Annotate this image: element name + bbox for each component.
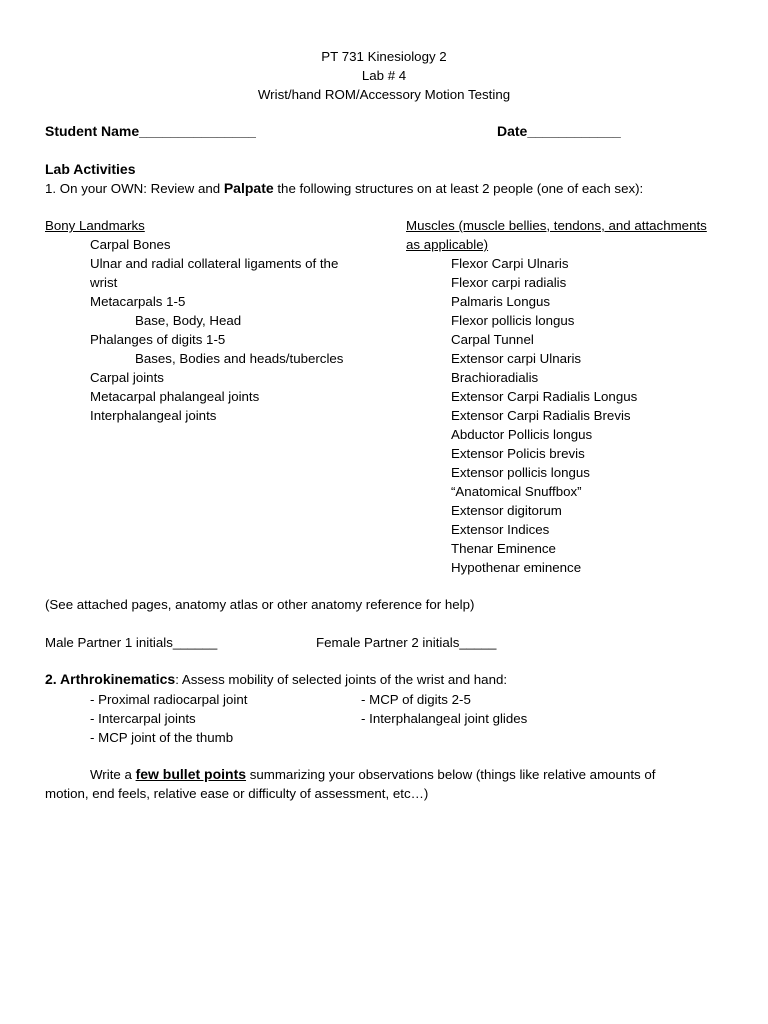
bony-landmarks-list	[45, 216, 385, 425]
lab-activities-intro	[45, 179, 643, 198]
bony-landmark-item: Interphalangeal joints	[90, 408, 217, 423]
muscle-item: Extensor pollicis longus	[451, 465, 590, 480]
bony-landmark-item: Bases, Bodies and heads/tubercles	[135, 351, 344, 366]
intro-prefix: 1. On your OWN: Review and	[45, 181, 224, 196]
bony-landmark-item: Ulnar and radial collateral ligaments of the	[90, 256, 339, 271]
instruction-line2: motion, end feels, relative ease or difficulty of assessment, etc…)	[45, 786, 429, 801]
instruction-line1	[90, 765, 655, 784]
bony-landmark-item: Phalanges of digits 1-5	[90, 332, 226, 347]
muscle-item: Hypothenar eminence	[451, 560, 582, 575]
lab-activities-heading: Lab Activities	[45, 161, 136, 177]
lab-topic: Wrist/hand ROM/Accessory Motion Testing	[257, 87, 511, 102]
bony-landmark-item: wrist	[90, 275, 118, 290]
bony-landmark-item: Base, Body, Head	[135, 313, 242, 328]
arthro-right-list	[361, 690, 661, 728]
joint-item: - MCP of digits 2-5	[361, 692, 471, 707]
muscle-item: Carpal Tunnel	[451, 332, 534, 347]
muscle-item: Flexor Carpi Ulnaris	[451, 256, 569, 271]
bony-landmark-item: Carpal Bones	[90, 237, 171, 252]
student-name-blank[interactable]: _______________	[139, 123, 256, 139]
joint-item: - MCP joint of the thumb	[90, 730, 234, 745]
instruction-emphasis: few bullet points	[135, 766, 247, 782]
bony-landmark-item: Metacarpal phalangeal joints	[90, 389, 260, 404]
bony-landmark-item: Carpal joints	[90, 370, 164, 385]
student-name-line	[45, 122, 256, 141]
joint-item: - Interphalangeal joint glides	[361, 711, 528, 726]
arthro-left-list	[90, 690, 350, 747]
muscle-item: Extensor Carpi Radialis Longus	[451, 389, 638, 404]
lab-number: Lab # 4	[361, 68, 407, 83]
female-partner-initials[interactable]: Female Partner 2 initials_____	[316, 635, 497, 650]
intro-suffix: the following structures on at least 2 people (one of each sex):	[273, 181, 644, 196]
instruction-suffix: summarizing your observations below (things like relative amounts of	[246, 767, 656, 782]
muscles-list	[406, 216, 736, 577]
muscle-item: Extensor Policis brevis	[451, 446, 585, 461]
reference-note: (See attached pages, anatomy atlas or other anatomy reference for help)	[45, 597, 475, 612]
muscle-item: “Anatomical Snuffbox”	[451, 484, 582, 499]
muscle-item: Extensor carpi Ulnaris	[451, 351, 582, 366]
muscle-item: Palmaris Longus	[451, 294, 551, 309]
arthrokinematics-intro: : Assess mobility of selected joints of the wrist and hand:	[175, 672, 508, 687]
muscle-item: Abductor Pollicis longus	[451, 427, 593, 442]
arthrokinematics-line	[45, 670, 507, 689]
date-line	[497, 122, 621, 141]
muscles-heading-line1: Muscles (muscle bellies, tendons, and attachments	[406, 218, 707, 233]
muscle-item: Extensor Carpi Radialis Brevis	[451, 408, 631, 423]
muscle-item: Flexor pollicis longus	[451, 313, 575, 328]
male-partner-initials[interactable]: Male Partner 1 initials______	[45, 635, 218, 650]
muscle-item: Brachioradialis	[451, 370, 539, 385]
muscle-item: Flexor carpi radialis	[451, 275, 567, 290]
bony-landmark-item: Metacarpals 1-5	[90, 294, 186, 309]
date-label: Date	[497, 123, 528, 139]
muscles-heading-line2: as applicable)	[406, 237, 489, 252]
bony-landmarks-heading: Bony Landmarks	[45, 218, 145, 233]
arthrokinematics-heading: 2. Arthrokinematics	[45, 671, 176, 687]
instruction-prefix: Write a	[90, 767, 136, 782]
course-title: PT 731 Kinesiology 2	[321, 49, 447, 64]
muscle-item: Thenar Eminence	[451, 541, 556, 556]
muscle-item: Extensor digitorum	[451, 503, 562, 518]
student-name-label: Student Name	[45, 123, 140, 139]
joint-item: - Proximal radiocarpal joint	[90, 692, 248, 707]
muscle-item: Extensor Indices	[451, 522, 550, 537]
document-header	[0, 47, 768, 104]
date-blank[interactable]: ____________	[527, 123, 621, 139]
intro-palpate: Palpate	[223, 180, 274, 196]
joint-item: - Intercarpal joints	[90, 711, 196, 726]
